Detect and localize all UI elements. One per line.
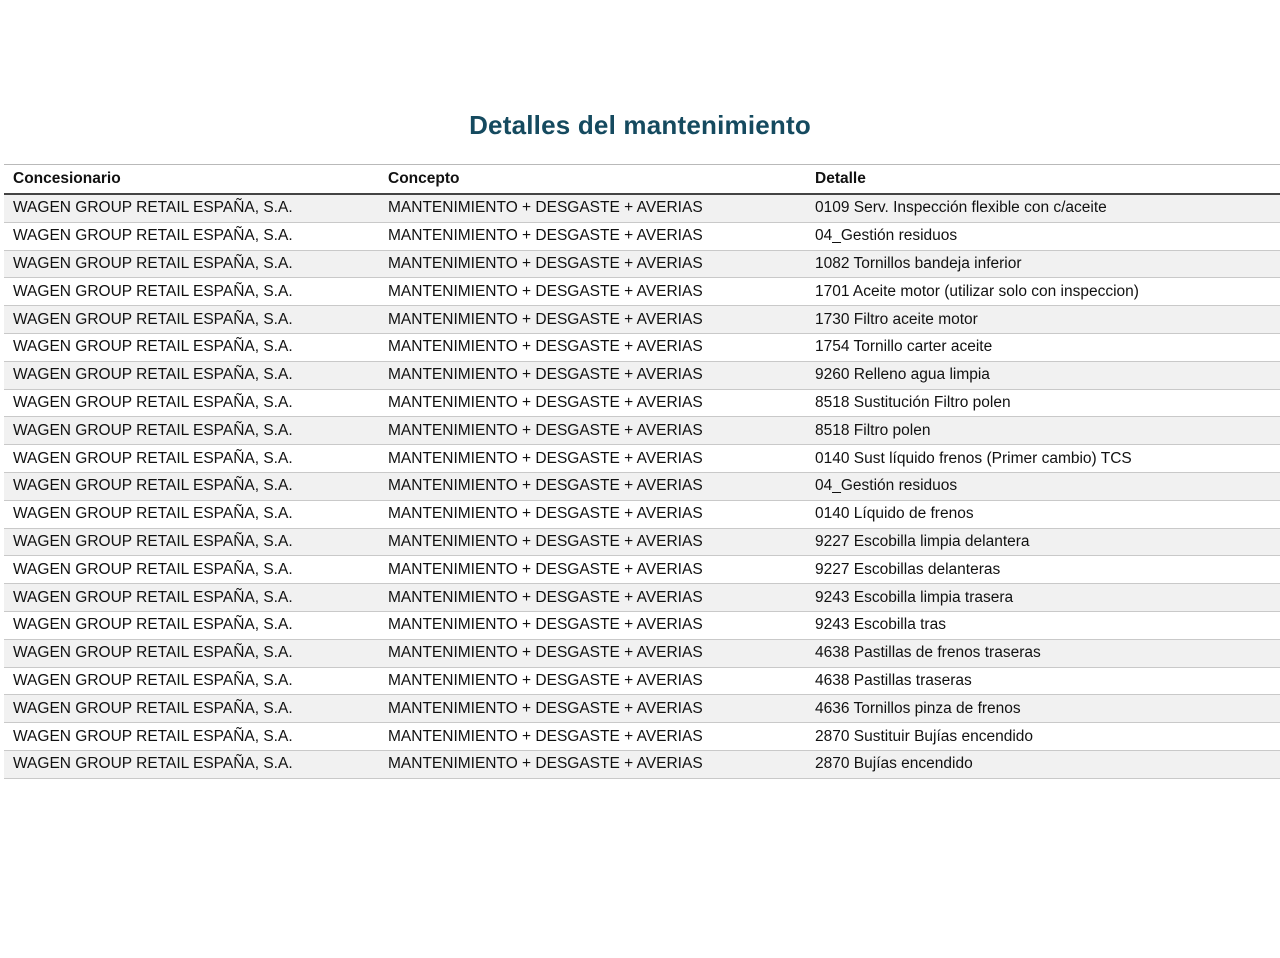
cell-concepto: MANTENIMIENTO + DESGASTE + AVERIAS	[379, 361, 806, 389]
cell-detalle: 0140 Sust líquido frenos (Primer cambio) TCS	[806, 445, 1280, 473]
table-row	[4, 584, 1280, 612]
cell-detalle: 0109 Serv. Inspección flexible con c/aceite	[806, 194, 1280, 222]
table-row	[4, 556, 1280, 584]
cell-detalle: 9260 Relleno agua limpia	[806, 361, 1280, 389]
cell-concepto: MANTENIMIENTO + DESGASTE + AVERIAS	[379, 556, 806, 584]
maintenance-table	[4, 164, 1280, 779]
table-row	[4, 723, 1280, 751]
cell-concesionario: WAGEN GROUP RETAIL ESPAÑA, S.A.	[4, 361, 379, 389]
cell-concesionario: WAGEN GROUP RETAIL ESPAÑA, S.A.	[4, 333, 379, 361]
cell-concepto: MANTENIMIENTO + DESGASTE + AVERIAS	[379, 250, 806, 278]
cell-concesionario: WAGEN GROUP RETAIL ESPAÑA, S.A.	[4, 556, 379, 584]
table-row	[4, 472, 1280, 500]
cell-concesionario: WAGEN GROUP RETAIL ESPAÑA, S.A.	[4, 611, 379, 639]
page-title: Detalles del mantenimiento	[469, 110, 811, 140]
table-header	[4, 165, 1280, 195]
cell-concepto: MANTENIMIENTO + DESGASTE + AVERIAS	[379, 417, 806, 445]
cell-concepto: MANTENIMIENTO + DESGASTE + AVERIAS	[379, 500, 806, 528]
cell-concesionario: WAGEN GROUP RETAIL ESPAÑA, S.A.	[4, 417, 379, 445]
cell-concesionario: WAGEN GROUP RETAIL ESPAÑA, S.A.	[4, 750, 379, 778]
header-row	[4, 165, 1280, 195]
cell-concepto: MANTENIMIENTO + DESGASTE + AVERIAS	[379, 445, 806, 473]
cell-detalle: 9227 Escobillas delanteras	[806, 556, 1280, 584]
cell-detalle: 2870 Bujías encendido	[806, 750, 1280, 778]
cell-detalle: 1754 Tornillo carter aceite	[806, 333, 1280, 361]
cell-concesionario: WAGEN GROUP RETAIL ESPAÑA, S.A.	[4, 222, 379, 250]
cell-detalle: 1730 Filtro aceite motor	[806, 306, 1280, 334]
cell-concesionario: WAGEN GROUP RETAIL ESPAÑA, S.A.	[4, 445, 379, 473]
cell-concesionario: WAGEN GROUP RETAIL ESPAÑA, S.A.	[4, 584, 379, 612]
table-row	[4, 250, 1280, 278]
cell-concepto: MANTENIMIENTO + DESGASTE + AVERIAS	[379, 750, 806, 778]
table-row	[4, 667, 1280, 695]
table-row	[4, 306, 1280, 334]
cell-detalle: 4636 Tornillos pinza de frenos	[806, 695, 1280, 723]
table-row	[4, 333, 1280, 361]
table-row	[4, 222, 1280, 250]
cell-concepto: MANTENIMIENTO + DESGASTE + AVERIAS	[379, 278, 806, 306]
cell-concesionario: WAGEN GROUP RETAIL ESPAÑA, S.A.	[4, 278, 379, 306]
cell-detalle: 9227 Escobilla limpia delantera	[806, 528, 1280, 556]
table-body	[4, 194, 1280, 778]
cell-concesionario: WAGEN GROUP RETAIL ESPAÑA, S.A.	[4, 306, 379, 334]
table-row	[4, 611, 1280, 639]
cell-detalle: 8518 Sustitución Filtro polen	[806, 389, 1280, 417]
cell-concesionario: WAGEN GROUP RETAIL ESPAÑA, S.A.	[4, 695, 379, 723]
table-row	[4, 361, 1280, 389]
cell-concepto: MANTENIMIENTO + DESGASTE + AVERIAS	[379, 306, 806, 334]
cell-concesionario: WAGEN GROUP RETAIL ESPAÑA, S.A.	[4, 250, 379, 278]
cell-concesionario: WAGEN GROUP RETAIL ESPAÑA, S.A.	[4, 472, 379, 500]
cell-detalle: 4638 Pastillas traseras	[806, 667, 1280, 695]
table-row	[4, 389, 1280, 417]
cell-concepto: MANTENIMIENTO + DESGASTE + AVERIAS	[379, 667, 806, 695]
cell-concepto: MANTENIMIENTO + DESGASTE + AVERIAS	[379, 194, 806, 222]
cell-concepto: MANTENIMIENTO + DESGASTE + AVERIAS	[379, 472, 806, 500]
cell-detalle: 1082 Tornillos bandeja inferior	[806, 250, 1280, 278]
cell-concepto: MANTENIMIENTO + DESGASTE + AVERIAS	[379, 639, 806, 667]
cell-concesionario: WAGEN GROUP RETAIL ESPAÑA, S.A.	[4, 639, 379, 667]
cell-concepto: MANTENIMIENTO + DESGASTE + AVERIAS	[379, 695, 806, 723]
cell-concepto: MANTENIMIENTO + DESGASTE + AVERIAS	[379, 611, 806, 639]
column-header-detalle: Detalle	[806, 165, 1280, 195]
cell-detalle: 0140 Líquido de frenos	[806, 500, 1280, 528]
cell-detalle: 9243 Escobilla limpia trasera	[806, 584, 1280, 612]
cell-concepto: MANTENIMIENTO + DESGASTE + AVERIAS	[379, 333, 806, 361]
cell-concesionario: WAGEN GROUP RETAIL ESPAÑA, S.A.	[4, 667, 379, 695]
table-row	[4, 417, 1280, 445]
cell-detalle: 8518 Filtro polen	[806, 417, 1280, 445]
cell-concesionario: WAGEN GROUP RETAIL ESPAÑA, S.A.	[4, 389, 379, 417]
cell-detalle: 2870 Sustituir Bujías encendido	[806, 723, 1280, 751]
cell-detalle: 04_Gestión residuos	[806, 222, 1280, 250]
cell-detalle: 04_Gestión residuos	[806, 472, 1280, 500]
table-row	[4, 528, 1280, 556]
cell-detalle: 4638 Pastillas de frenos traseras	[806, 639, 1280, 667]
cell-detalle: 1701 Aceite motor (utilizar solo con inspeccion)	[806, 278, 1280, 306]
column-header-concepto: Concepto	[379, 165, 806, 195]
cell-concesionario: WAGEN GROUP RETAIL ESPAÑA, S.A.	[4, 723, 379, 751]
table-row	[4, 194, 1280, 222]
table-row	[4, 500, 1280, 528]
cell-concesionario: WAGEN GROUP RETAIL ESPAÑA, S.A.	[4, 500, 379, 528]
cell-concepto: MANTENIMIENTO + DESGASTE + AVERIAS	[379, 584, 806, 612]
column-header-concesionario: Concesionario	[4, 165, 379, 195]
cell-concepto: MANTENIMIENTO + DESGASTE + AVERIAS	[379, 389, 806, 417]
cell-detalle: 9243 Escobilla tras	[806, 611, 1280, 639]
table-row	[4, 445, 1280, 473]
cell-concepto: MANTENIMIENTO + DESGASTE + AVERIAS	[379, 528, 806, 556]
table-row	[4, 278, 1280, 306]
cell-concepto: MANTENIMIENTO + DESGASTE + AVERIAS	[379, 723, 806, 751]
table-row	[4, 750, 1280, 778]
table-row	[4, 695, 1280, 723]
maintenance-table-container	[4, 164, 1280, 779]
cell-concesionario: WAGEN GROUP RETAIL ESPAÑA, S.A.	[4, 194, 379, 222]
table-row	[4, 639, 1280, 667]
cell-concepto: MANTENIMIENTO + DESGASTE + AVERIAS	[379, 222, 806, 250]
cell-concesionario: WAGEN GROUP RETAIL ESPAÑA, S.A.	[4, 528, 379, 556]
